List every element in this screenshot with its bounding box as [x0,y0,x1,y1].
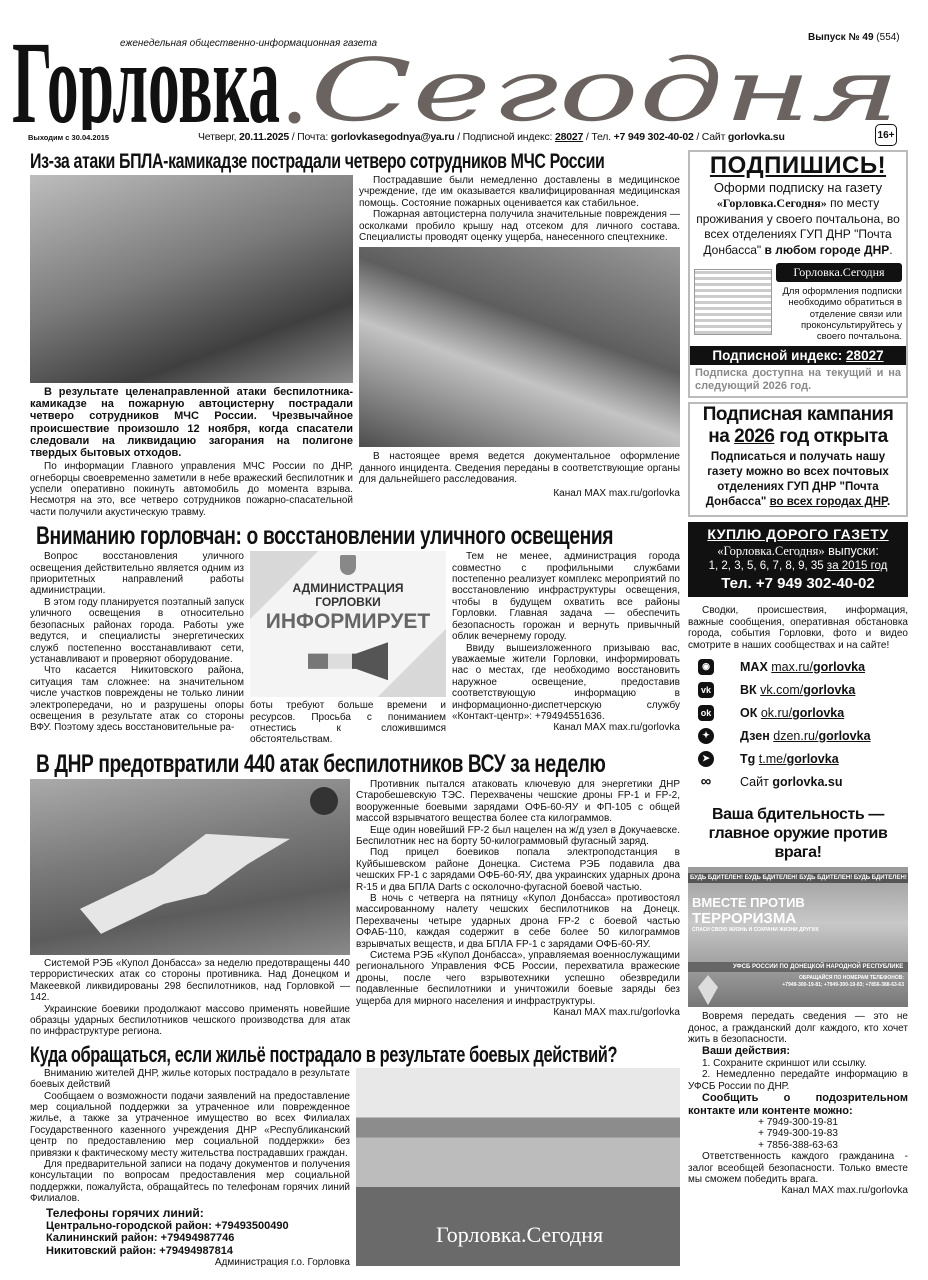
social-ok[interactable] [688,701,908,724]
info-tel-label: / Тел. [585,131,611,143]
social-handle: gorlovka [803,682,856,697]
since-date: Выходим с 30.04.2015 [28,133,110,142]
tagline: еженедельная общественно-информационная газета [120,38,378,49]
article1 [30,175,680,518]
ok-icon: ok [698,705,714,721]
subscribe-box [688,150,908,398]
hotline-item: Центрально-городской район: +79493500490 [46,1219,289,1232]
social-handle: gorlovka [792,705,845,720]
poster-title1: ВМЕСТЕ ПРОТИВ [692,895,805,911]
image-line2: ГОРЛОВКИ [315,595,381,610]
social-label: Tg [740,751,756,766]
buy-newspaper-box [688,522,908,597]
social-url-base: ok.ru/ [760,705,793,720]
social-label: ВК [740,682,757,697]
paragraph: Для предварительной записи на подачу документов и получения консультации по вопросам предоставления мер социальной поддержки, пожалуйста, обращайтесь по телефонам горячих линий Филиалов. [30,1158,350,1205]
subscribe-available: Подписка доступна на текущий и на следующий 2026 год. [695,367,901,393]
article4-headline: Куда обращаться, если жильё пострадало в результате боевых действий? [30,1041,618,1067]
poster-org: УФСБ РОССИИ ПО ДОНЕЦКОЙ НАРОДНОЙ РЕСПУБЛИКЕ [688,962,908,972]
paragraph: Вопрос восстановления уличного освещения действительно является одним из приоритетных направлений работы администрации. [30,551,244,597]
phone-item: + 7856-388-63-63 [758,1139,838,1151]
social-vk[interactable] [688,678,908,701]
article2-col3 [452,551,680,734]
fire-truck-photo [30,175,353,383]
social-label: Сайт [740,774,769,789]
campaign-title2b: год открыта [779,426,888,448]
poster-sub: СПАСИ СВОЮ ЖИЗНЬ И СОХРАНИ ЖИЗНИ ДРУГИХ [692,927,819,934]
article1-headline-wrap [30,150,680,175]
subscribe-body: по месту проживания у своего почтальона, во всех отделениях ГУП ДНР "Почта Донбасса" [696,196,900,257]
max-icon: ◉ [698,659,714,675]
telegram-icon: ➤ [698,751,714,767]
social-site[interactable] [688,770,908,793]
main-column [30,150,680,1269]
age-badge: 16+ [875,124,897,146]
social-url[interactable] [771,660,865,674]
campaign-title2 [690,426,906,448]
masthead [0,0,928,150]
social-url[interactable] [759,752,839,766]
admin-informs-image [250,551,446,697]
article1-col2 [359,175,680,499]
paper-name: «Горловка.Сегодня» [716,196,827,210]
paragraph: По информации Главного управления МЧС России по ДНР, огнеборцы своевременно заметили в небе вражеский беспилотник и успели оперативно покинуть автомобиль до момента взрыва. Несмотря на это, все четверо сотрудников пожарно-спасательной части получили акустическую травму. [30,461,353,518]
article3-headline-wrap [30,750,680,779]
vigilance-text [688,1011,908,1197]
paragraph: Вовремя передать сведения — это не донос, а гражданский долг каждого, кто хочет жить в безопасности. [688,1011,908,1045]
paragraph: Еще один новейший FP-2 был нацелен на ж/д узел в Докучаевске. Беспилотник нес на борту 50-килограммовый фугасный заряд. [356,824,680,847]
buy-paper: «Горловка.Сегодня» [717,544,825,559]
damaged-house-photo [356,1068,680,1266]
subscribe-note: Для оформления подписки необходимо обратиться в отделение связи или проконсультируйтесь у своего почтальона. [782,286,902,343]
poster-title2: ТЕРРОРИЗМА [692,910,797,928]
campaign-title1: Подписная кампания [702,404,894,426]
index-bar [690,346,906,365]
actions-title: Ваши действия: [702,1045,791,1058]
paragraph: Противник пытался атаковать ключевую для энергетики ДНР Старобешевскую ТЭС. Перехвачены чешские дроны FP-1 и FP-2, вооруженные боевыми зарядами ОФБ-60-ЯУ и ФП-105 с общей массой взрывчатого вещества более ста килограммов. [356,778,680,825]
index-value: 28027 [846,348,884,364]
paragraph: Ответственность каждого гражданина - залог всеобщей безопасности. Только вместе мы сможем победить врага. [688,1151,908,1186]
social-dzen[interactable] [688,724,908,747]
index-label: Подписной индекс: [712,348,843,364]
paragraph: Пожарная автоцистерна получила значительные повреждения — осколками пробило крышу над отсеком для личного состава. Специалисты проводят оценку ущерба, нанесенного спецтехнике. [359,209,680,244]
campaign-text [690,448,906,512]
buy-issues: 1, 2, 3, 5, 6, 7, 8, 9, 35 [708,560,824,573]
campaign-box [688,402,908,517]
article1-col1 [30,175,353,518]
social-handle: gorlovka [818,728,871,743]
buy-title: КУПЛЮ ДОРОГО ГАЗЕТУ [707,526,889,543]
article3-signature: Канал MAX max.ru/gorlovka [553,1007,680,1018]
info-site-label: / Сайт [696,131,726,143]
link-icon: ∞ [700,773,712,791]
buy-line [690,543,906,559]
emblem-icon [310,787,338,815]
campaign-underlined: во всех городах ДНР [769,496,888,509]
vigilance-signature: Канал MAX max.ru/gorlovka [781,1185,908,1197]
image-line1: АДМИНИСТРАЦИЯ [292,581,404,596]
hotline-item: Калининский район: +79494987746 [46,1232,235,1245]
subscribe-title: ПОДПИШИСЬ! [709,152,887,179]
buy-issues-line [690,559,906,574]
social-telegram[interactable] [688,747,908,770]
paragraph: боты требуют больше времени и ресурсов. Просьба с пониманием отнестись к сложившимся обстоятельствам. [250,700,446,746]
paragraph: Сообщаем о возможности подачи заявлений на предоставление мер социальной поддержки за утраченное или поврежденное жилье, а также за утраченное имущество во всех Филиалах Государственного казенного учреждения ДНР «Республиканский центр по предоставлению мер социальной поддержки» без привязки к фактическому месту жительства пострадавших граждан. [30,1090,350,1159]
article2 [30,551,680,746]
info-day: Четверг, [198,131,237,143]
article3-headline: В ДНР предотвратили 440 атак беспилотников ВСУ за неделю [36,749,606,778]
report-title: Сообщить о подозрительном контакте или контенте можно: [688,1092,908,1117]
issue-total: (554) [876,32,900,43]
right-column [688,150,908,1197]
social-url[interactable] [772,775,842,789]
social-url-base: dzen.ru/ [773,728,819,743]
campaign-title [690,404,906,448]
subscribe-promo-right [776,263,902,342]
paragraph: Система РЭБ «Купол Донбасса», управляемая военнослужащими регионального Управления ФСБ России, перехватила вражеские дроны, после чего взрывотехники успешно обезвредили подавленные беспилотники и уничтожили боевые заряды без ущерба для мирного населения и инфраструктуры. [356,949,680,1007]
social-handle: gorlovka [812,659,866,674]
action-item: 1. Сохраните скриншот или ссылку. [702,1057,867,1069]
article2-headline-wrap [30,522,680,551]
article1-lead [30,386,353,459]
article2-signature: Канал MAX max.ru/gorlovka [553,722,680,734]
info-mail-label: / Почта: [291,131,329,143]
social-links [688,655,908,793]
social-label: Дзен [740,728,770,743]
article4-signature: Администрация г.о. Горловка [214,1257,350,1269]
campaign-title2a: на [708,426,730,448]
info-mail[interactable]: gorlovkasegodnya@ya.ru [330,131,455,143]
article2-col2-end [250,700,446,746]
vigilance-headline: Ваша бдительность — главное оружие против врага! [708,806,888,862]
social-url-base: max.ru/ [771,659,813,674]
campaign-end: . [887,496,891,509]
coat-of-arms-icon [340,555,356,575]
anti-terror-poster [688,867,908,1007]
poster-call: ОБРАЩАЙСЯ ПО НОМЕРАМ ТЕЛЕФОНОВ: [799,975,904,982]
buy-issues-label: выпуски: [828,544,879,559]
article3-col1-body [30,958,350,1038]
paragraph: Под прицел боевиков попала электроподстанция в Куйбышевском районе Донецка. Система РЭБ подавила два чешских FP-1 с зарядами ОФБ-60-ЯУ, два украинских ударных дрона R-15 и два БПЛА Darts с осколочно-фугасной боевой частью. [356,847,680,893]
paragraph: В этом году планируется поэтапный запуск уличного освещения в относительно безопасных районах города. Работы уже ведутся, и специалисты энергетических служб постепенно восстанавливают сети, устанавливают и проверяют оборудование. [30,596,244,665]
social-label: ОК [740,705,758,720]
subscribe-text: «Горловка.Сегодня» по месту проживания у своего почтальона, во всех отделениях ГУП ДНР "Почта Донбасса" в любом городе ДНР. [696,196,900,257]
paragraph: Ввиду вышеизложенного призываю вас, уважаемые жители Горловки, информировать нас о местах, где необходимо восстановить наружное освещение, предоставив соответствующую информацию в информационно-диспетчерскую службу «Контакт-центр»: +79494551636. [452,642,680,722]
vk-icon: vk [698,682,714,698]
article2-col1 [30,551,244,734]
info-index-label: / Подписной индекс: [457,131,553,143]
subscribe-bold-end: в любом городе ДНР [764,242,890,257]
action-item: 2. Немедленно передайте информацию в УФСБ России по ДНР. [688,1069,908,1092]
social-url-base: vk.com/ [760,682,804,697]
article1-headline: Из-за атаки БПЛА-камикадзе пострадали четверо сотрудников МЧС России [30,150,605,173]
issue-label: Выпуск № 49 [808,32,874,43]
drone-wreck-shape [80,834,290,934]
article3 [30,779,680,1038]
paragraph: Вниманию жителей ДНР, жилье которых пострадало в результате боевых действий [30,1067,350,1091]
hotline-item: Никитовский район: +79494987814 [46,1244,234,1257]
poster-banner: БУДЬ БДИТЕЛЕН! БУДЬ БДИТЕЛЕН! БУДЬ БДИТЕЛЕН! БУДЬ БДИТЕЛЕН! [690,875,907,882]
social-intro: Сводки, происшествия, информация, важные сообщения, оперативная обстановка города, события Горловки, фото и видео смотрите в наших сообществах и на сайте! [688,605,908,651]
megaphone-icon [308,642,388,680]
article3-col2 [356,779,680,1019]
phone-item: + 7949-300-19-83 [758,1128,838,1140]
dzen-icon: ✦ [698,728,714,744]
poster-phones: +7949-300-19-81; +7949-300-19-83; +7856-388-63-63 [782,982,904,989]
paragraph: Что касается Никитовского района, ситуация там сложнее: на значительном числе участков повреждены не только линии электропередачи, но и разрушены опоры освещения в результате атак со стороны ВФУ. Поэтому здесь восстановительные ра- [30,665,244,734]
info-line [198,131,785,143]
article1-signature: Канал MAX max.ru/gorlovka [553,487,680,499]
social-url[interactable] [761,706,844,720]
subscribe-line1: Оформи подписку на газету [713,180,883,195]
subscribe-promo [690,258,906,346]
downed-drone-photo [30,779,350,955]
buy-year: за 2015 год [826,560,888,573]
hotlines-title: Телефоны горячих линий: [46,1205,204,1220]
phone-item: + 7949-300-19-81 [758,1117,838,1129]
campaign-body: Подписаться и получать нашу газету можно во всех почтовых отделениях ГУП ДНР "Почта Донбасса" [705,451,889,509]
image-line3: ИНФОРМИРУЕТ [265,610,431,634]
issue-number [808,32,900,43]
paragraph: Украинские боевики продолжают массово применять новейшие образцы ударных беспилотников чешского производства для атак по инфраструктуре региона. [30,1003,350,1038]
social-handle: gorlovka [786,751,839,766]
damaged-tank-photo [359,247,680,447]
social-label: MAX [740,659,768,674]
article1-lead-text: В результате целенаправленной атаки беспилотника-камикадзе на пожарную автоцистерну пострадали четверо сотрудников МЧС России. Чрезвычайное происшествие произошло 12 ноября, когда спасатели следовали на ликвидацию загорания на полигоне твердых бытовых отходов. [30,386,353,460]
info-site[interactable]: gorlovka.su [727,131,785,143]
campaign-year: 2026 [734,426,775,448]
paragraph: В настоящее время ведется документальное оформление данного инцидента. Сведения переданы в соответствующие органы для дальнейшего расследования. [359,451,680,486]
social-max[interactable] [688,655,908,678]
info-date: 20.11.2025 [239,131,290,143]
info-tel: +7 949 302-40-02 [613,131,694,143]
article4-headline-wrap [30,1042,680,1068]
social-url[interactable] [760,683,855,697]
newspaper-stack-image [694,269,772,335]
article1-col2-end [359,451,680,499]
paragraph: Тем не менее, администрация города совместно с профильными службами постепенно реализует комплекс мероприятий по восстановлению инфраструктуры освещения, чтобы в будущем охватить все районы Горловки. Главная задача — обеспечить безопасность горожан и вернуть привычный облик вечернему городу. [452,551,680,643]
paragraph: Пострадавшие были немедленно доставлены в медицинское учреждение, где им оказывается квалифицированная медицинская помощь. Состояние пожарных оценивается как стабильное. [359,175,680,209]
article1-col2-top [359,175,680,243]
paragraph: В ночь с четверга на пятницу «Купол Донбасса» противостоял массированному налету чешских беспилотников на Донецк. Перехвачены четыре ударных дрона FP-2 с боевой частью ОФАБ-110, каждая содержит в себе более 50 килограммов взрывчатых веществ, и два БПЛА FP-1 с зарядами ОФБ-60-ЯУ. [356,892,680,950]
article2-headline: Вниманию горловчан: о восстановлении уличного освещения [36,522,614,551]
info-index: 28027 [554,131,584,143]
social-url-base: t.me/ [758,751,787,766]
subscribe-logo: Горловка.Сегодня [776,263,902,282]
article4 [30,1068,680,1269]
article3-col1 [30,779,350,1038]
social-handle: gorlovka.su [772,774,843,789]
article2-col2 [250,551,446,746]
buy-tel: Тел. +7 949 302-40-02 [721,575,875,593]
photo-watermark: Горловка.Сегодня [436,1221,604,1247]
article1-col1-body [30,461,353,518]
article4-body [30,1068,350,1269]
social-url[interactable] [773,729,870,743]
paragraph: Системой РЭБ «Купол Донбасса» за неделю предотвращены 440 террористических атак со стороны противника. Над Донецком и Макеевкой ликвидированы 298 беспилотников, над Горловкой — 142. [30,957,350,1004]
